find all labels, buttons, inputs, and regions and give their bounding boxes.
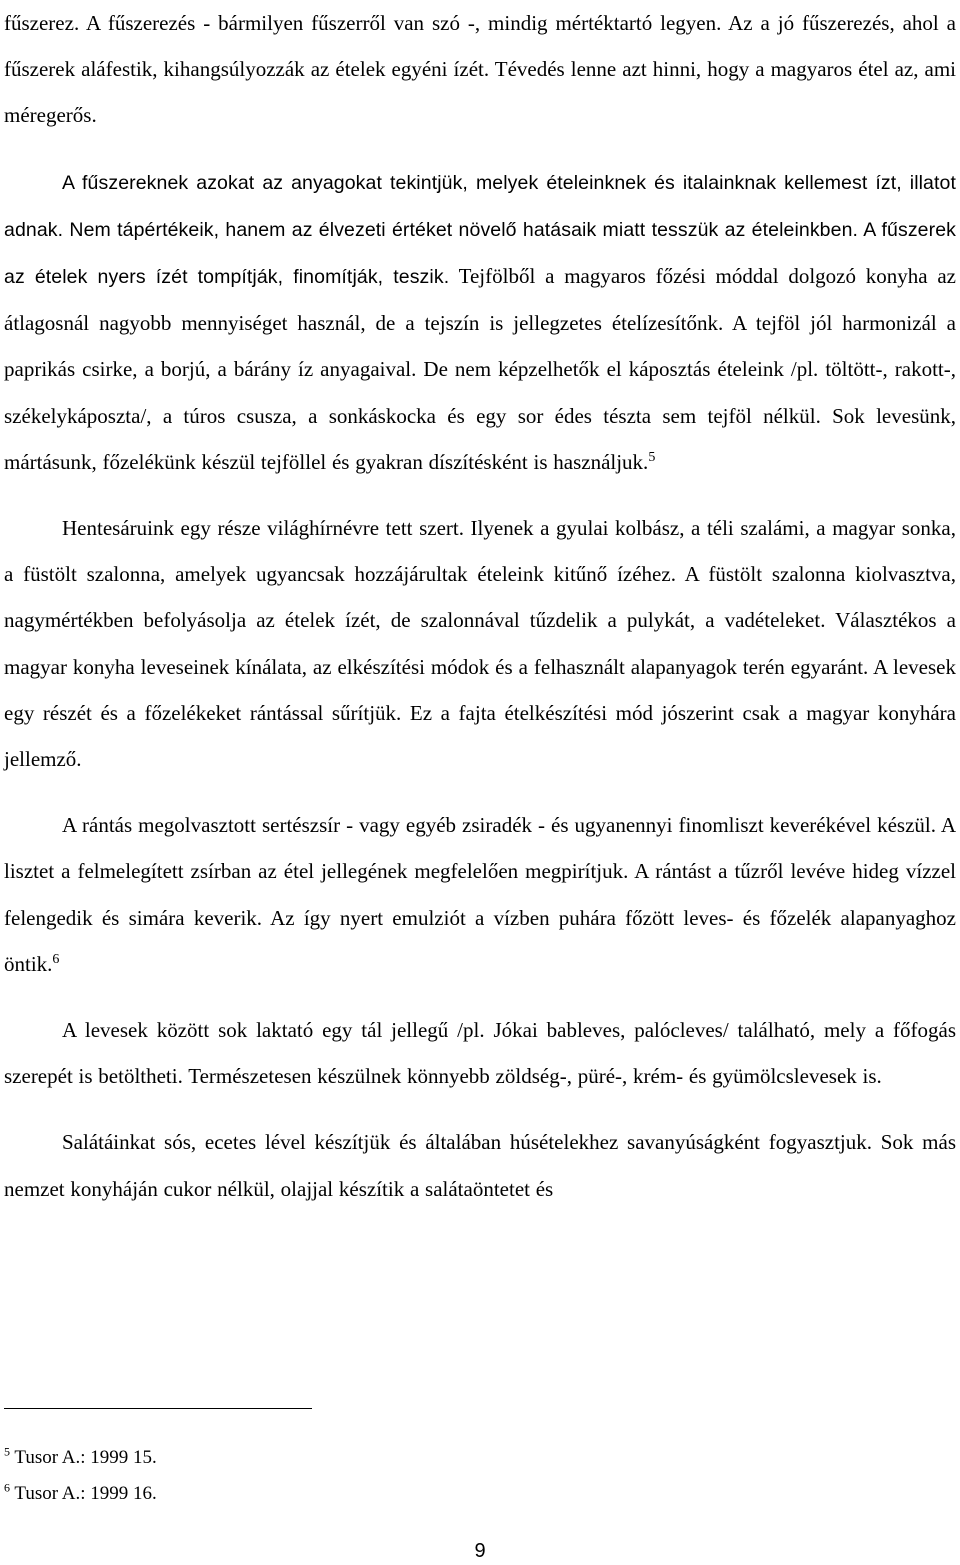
text-run: Tejfölből a magyaros főzési móddal dolgozó konyha az átlagosnál nagyobb mennyiséget használ, de a tejszín is jellegzetes ételízesítőnk. A tejföl jól harmonizál a paprikás csirke, a borjú, a bárány íz anyagaival. De nem képzelhetők el káposztás ételeink /pl. töltött-, rakott-, székelykáposzta/, a túros csusza, a sonkáskocka és egy sor édes tészta sem tejföl nélkül. Sok levesünk, mártásunk, főzelékünk készül tejföllel és gyakran díszítésként is használjuk. xyxy=(4,264,956,474)
text-run: A levesek között sok laktató egy tál jellegű /pl. Jókai bableves, palócleves/ található, mely a főfogás szerepét is betöltheti. Természetesen készülnek könnyebb zöldség-, püré-, krém- és gyümölcslevesek is. xyxy=(4,1018,956,1089)
footnote-text: Tusor A.: 1999 15. xyxy=(10,1447,157,1468)
document-body xyxy=(4,0,956,1212)
footnote-6 xyxy=(4,1476,157,1512)
footnotes xyxy=(4,1440,157,1512)
page-number: 9 xyxy=(474,1540,486,1562)
footnote-reference: 6 xyxy=(52,951,60,967)
paragraph-6 xyxy=(4,1119,956,1211)
text-run: fűszerez. A fűszerezés - bármilyen fűszerről van szó -, mindig mértéktartó legyen. Az a jó fűszerezés, ahol a fűszerek aláfestik, kihangsúlyozzák az ételek egyéni ízét. Tévedés lenne azt hinni, hogy a magyaros étel az, ami méregerős. xyxy=(4,11,956,128)
footnote-separator xyxy=(4,1408,312,1409)
footnote-text: Tusor A.: 1999 16. xyxy=(10,1483,157,1504)
footnote-5 xyxy=(4,1440,157,1476)
text-run: A rántás megolvasztott sertészsír - vagy egyéb zsiradék - és ugyanennyi finomliszt keverékével készül. A lisztet a felmelegített zsírban az étel jellegének megfelelően megpirítjuk. A rántást a tűzről levéve hideg vízzel felengedik és simára keverik. Az így nyert emulziót a vízben puhára főzött leves- és főzelék alapanyaghoz öntik. xyxy=(4,813,956,976)
paragraph-3 xyxy=(4,505,956,782)
paragraph-5 xyxy=(4,1007,956,1099)
text-run: Hentesáruink egy része világhírnévre tett szert. Ilyenek a gyulai kolbász, a téli szalámi, a magyar sonka, a füstölt szalonna, amelyek ugyancsak hozzájárultak ételeink kitűnő ízéhez. A füstölt szalonna kiolvasztva, nagymértékben befolyásolja az ételek ízét, de szalonnával tűzdelik a pulykát, a vadételeket. Választékos a magyar konyha leveseinek kínálata, az elkészítési módok és a felhasznált alapanyagok terén egyaránt. A levesek egy részét és a főzelékeket rántással sűrítjük. Ez a fajta ételkészítési mód jószerint csak a magyar konyhára jellemző. xyxy=(4,516,956,772)
text-run: A fűszereknek azokat az anyagokat tekintjük, melyek ételeinknek és italainknak kellemest ízt, illatot adnak. Nem tápértékeik, hanem az élvezeti értéket növelő hatásaik miatt tesszük az ételeinkben. A fűszerek az ételek nyers ízét tompítják, finomítják, teszik. xyxy=(4,171,956,289)
footnote-mark: 5 xyxy=(4,1444,10,1459)
footnote-reference: 5 xyxy=(648,449,656,465)
paragraph-1 xyxy=(4,0,956,139)
paragraph-4 xyxy=(4,802,956,987)
footnote-mark: 6 xyxy=(4,1480,10,1495)
text-run: Salátáinkat sós, ecetes lével készítjük és általában húsételekhez savanyúságként fogyasztjuk. Sok más nemzet konyháján cukor nélkül, olajjal készítik a salátaöntetet és xyxy=(4,1130,956,1201)
paragraph-2 xyxy=(4,159,956,485)
